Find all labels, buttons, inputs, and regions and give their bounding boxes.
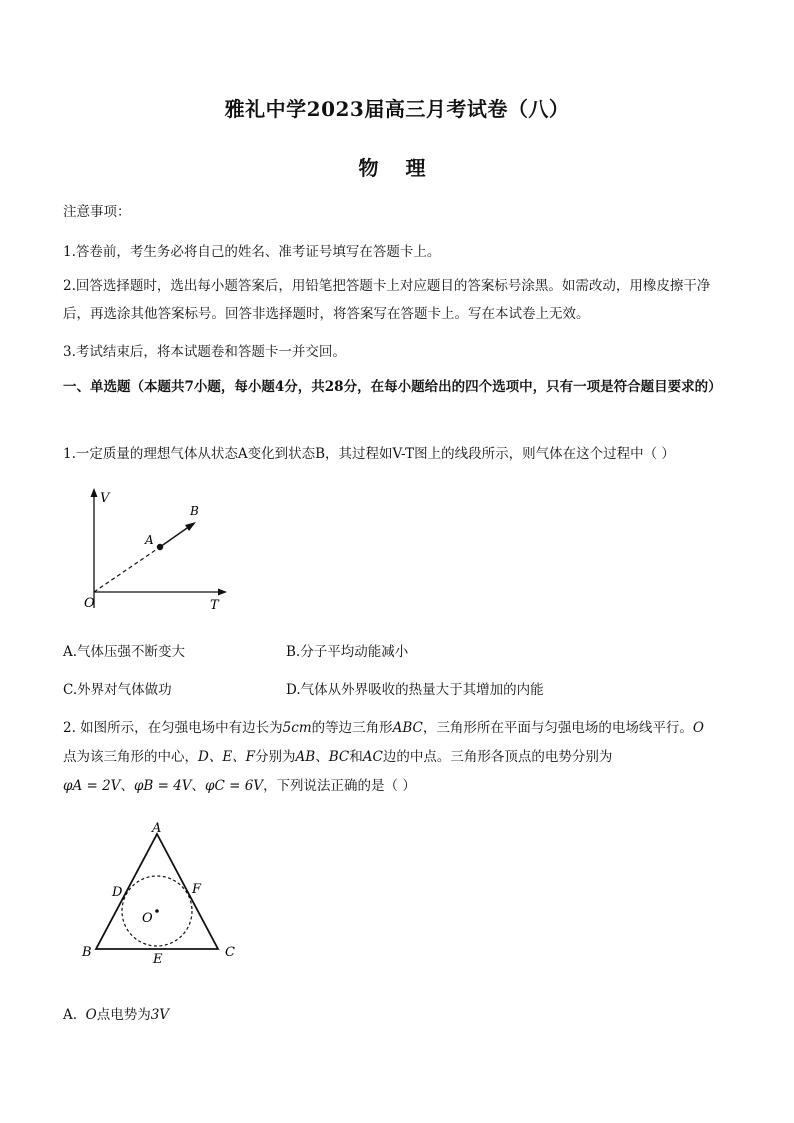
question-2-stem-line-3: φA = 2V、φB = 4V、φC = 6V，下列说法正确的是（ ） bbox=[63, 778, 416, 794]
midpoint-e-label: E bbox=[153, 952, 163, 967]
midpoint-f-label: F bbox=[192, 882, 202, 897]
notice-heading: 注意事项： bbox=[63, 204, 131, 220]
midpoint-d-label: D bbox=[112, 885, 123, 900]
process-segment-ab bbox=[160, 526, 190, 547]
v-axis-label: V bbox=[100, 491, 110, 506]
question-2-stem-line-2: 点为该三角形的中心，D、E、F分别为AB、BC和AC边的中点。三角形各顶点的电势分别为 bbox=[63, 749, 613, 765]
process-arrow bbox=[185, 522, 196, 531]
phi-c: φC = 6V bbox=[205, 778, 264, 794]
point-b-label: B bbox=[190, 504, 199, 518]
q2-option-a: A. O点电势为3V bbox=[63, 1007, 170, 1023]
phi-b: φB = 4V bbox=[133, 778, 192, 794]
vertex-c-label: C bbox=[225, 945, 235, 960]
t-axis-arrow bbox=[218, 589, 227, 596]
state-point-a bbox=[157, 544, 163, 550]
vertex-a-label: A bbox=[152, 821, 162, 836]
center-o-label: O bbox=[142, 911, 153, 926]
phi-a: φA = 2V bbox=[63, 778, 121, 794]
notice-item-3: 3.考试结束后，将本试题卷和答题卡一并交回。 bbox=[63, 344, 346, 360]
vertex-b-label: B bbox=[82, 945, 92, 960]
page-title: 雅礼中学2023届高三月考试卷（八） bbox=[224, 97, 570, 121]
v-axis-arrow bbox=[91, 488, 98, 497]
question-1-stem: 1.一定质量的理想气体从状态A变化到状态B，其过程如V-T图上的线段所示，则气体在这个过程中（ ） bbox=[63, 446, 675, 462]
subject-title: 物 理 bbox=[358, 156, 436, 180]
notice-item-1: 1.答卷前，考生务必将自己的姓名、准考证号填写在答题卡上。 bbox=[63, 244, 441, 260]
q1-option-b: B.分子平均动能减小 bbox=[286, 644, 409, 660]
q1-option-c: C.外界对气体做功 bbox=[63, 682, 172, 698]
dashed-extension-line bbox=[94, 547, 160, 592]
origin-label: O bbox=[84, 596, 95, 611]
point-a-label: A bbox=[145, 533, 154, 547]
q1-option-a: A.气体压强不断变大 bbox=[63, 644, 186, 660]
center-point-o bbox=[155, 909, 159, 913]
q1-option-d: D.气体从外界吸收的热量大于其增加的内能 bbox=[286, 682, 544, 698]
triangle-figure bbox=[78, 820, 248, 970]
vt-graph-figure bbox=[80, 484, 260, 618]
question-2-stem-line-1: 2. 如图所示，在匀强电场中有边长为5cm的等边三角形ABC，三角形所在平面与匀强电场的电场线平行。O bbox=[63, 720, 704, 736]
t-axis-label: T bbox=[210, 598, 219, 613]
section-heading: 一、单选题（本题共7小题，每小题4分，共28分，在每小题给出的四个选项中，只有一项是符合题目要求的） bbox=[63, 379, 722, 395]
notice-item-2: 2.回答选择题时，选出每小题答案后，用铅笔把答题卡上对应题目的答案标号涂黑。如需改动，用橡皮擦干净后，再选涂其他答案标号。回答非选择题时，将答案写在答题卡上。写在本试卷上无效。 bbox=[63, 278, 711, 322]
